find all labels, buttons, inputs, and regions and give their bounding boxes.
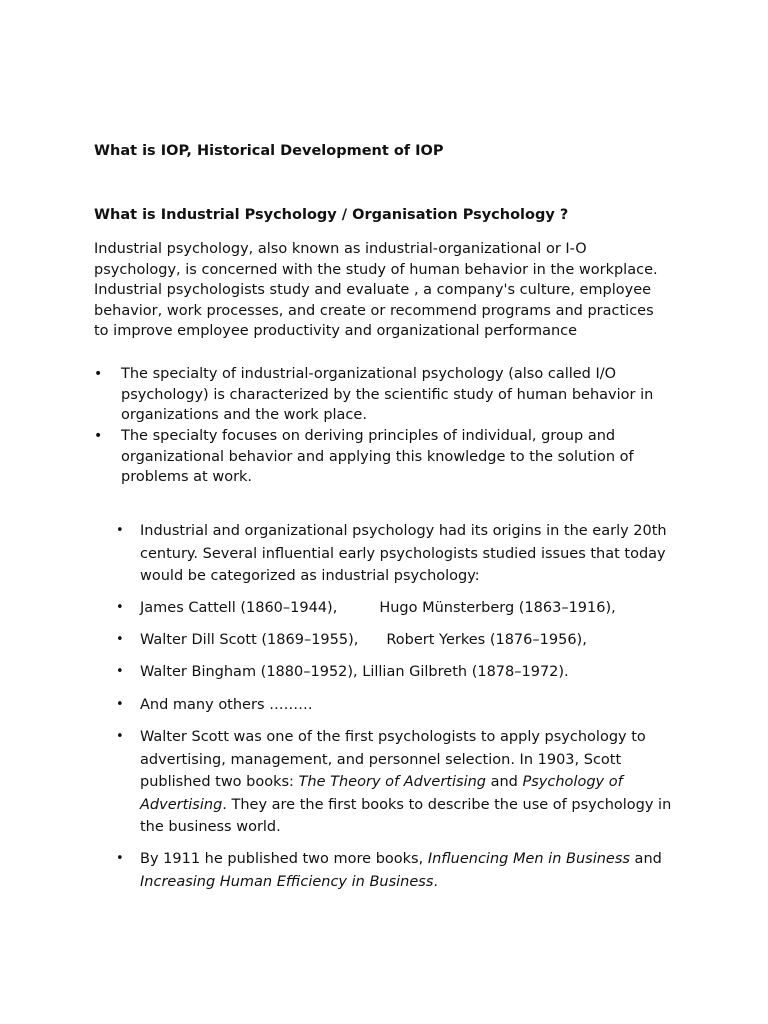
bullet-icon: • [116,697,124,712]
list-item [116,848,676,893]
psychologist-name: Hugo Münsterberg (1863–1916), [379,600,616,616]
list-item [94,364,664,426]
bullet-icon: • [94,428,103,444]
book-title: The Theory of Advertising [298,774,486,790]
list-item-text: The specialty of industrial-organizational psychology (also called I/O psychology) is characterized by the scientific study of human behavior in organizations and the work place. [121,366,654,424]
list-item-text: The specialty focuses on deriving principles of individual, group and organizational behavior and applying this knowledge to the solution of problems at work. [121,428,634,486]
document-title: What is IOP, Historical Development of IOP [94,143,444,159]
intro-paragraph: Industrial psychology, also known as industrial-organizational or I-O psychology, is concerned with the study of human behavior in the workplace. Industrial psychologists study and evaluate , a company's culture, employee behavior, work processes, and create or recommend programs and practices to improve employee productivity and organizational performance [94,241,658,340]
psychologist-name: Robert Yerkes (1876–1956), [386,632,587,648]
list-item [116,726,676,839]
list-item-text: Walter Bingham (1880–1952), Lillian Gilbreth (1878–1972). [140,664,569,680]
list-item [116,629,676,652]
psychologist-name: Walter Dill Scott (1869–1955), [140,632,359,648]
list-item-text: And many others ……… [140,697,313,713]
list-item-text: By 1911 he published two more books, Influencing Men in Business and Increasing Human Efficiency in Business. [140,851,662,890]
book-title: Influencing Men in Business [427,851,630,867]
list-item [116,694,676,717]
list-item [116,597,676,620]
list-item-text: Walter Scott was one of the first psychologists to apply psychology to advertising, management, and personnel selection. In 1903, Scott published two books: The Theory of Advertising and Psychology of Advertising. They are the first books to describe the use of psychology in the business world. [140,729,672,835]
list-item-text: Industrial and organizational psychology had its origins in the early 20th century. Several influential early psychologists studied issues that today would be categorized as industrial psychology: [140,523,667,584]
bullet-icon: • [116,632,124,647]
list-item [116,520,676,588]
bullet-icon: • [116,600,124,615]
bullet-icon: • [116,851,124,866]
section-heading: What is Industrial Psychology / Organisation Psychology ? [94,207,569,223]
book-title: Increasing Human Efficiency in Business [140,873,434,890]
bullet-icon: • [116,729,124,744]
book-title: Psychology of Advertising [140,774,623,813]
bullet-icon: • [94,366,103,382]
list-item [94,426,664,488]
list-item [116,661,676,684]
bullet-icon: • [116,523,124,538]
bullet-icon: • [116,664,124,679]
psychologist-name: James Cattell (1860–1944), [140,600,338,616]
